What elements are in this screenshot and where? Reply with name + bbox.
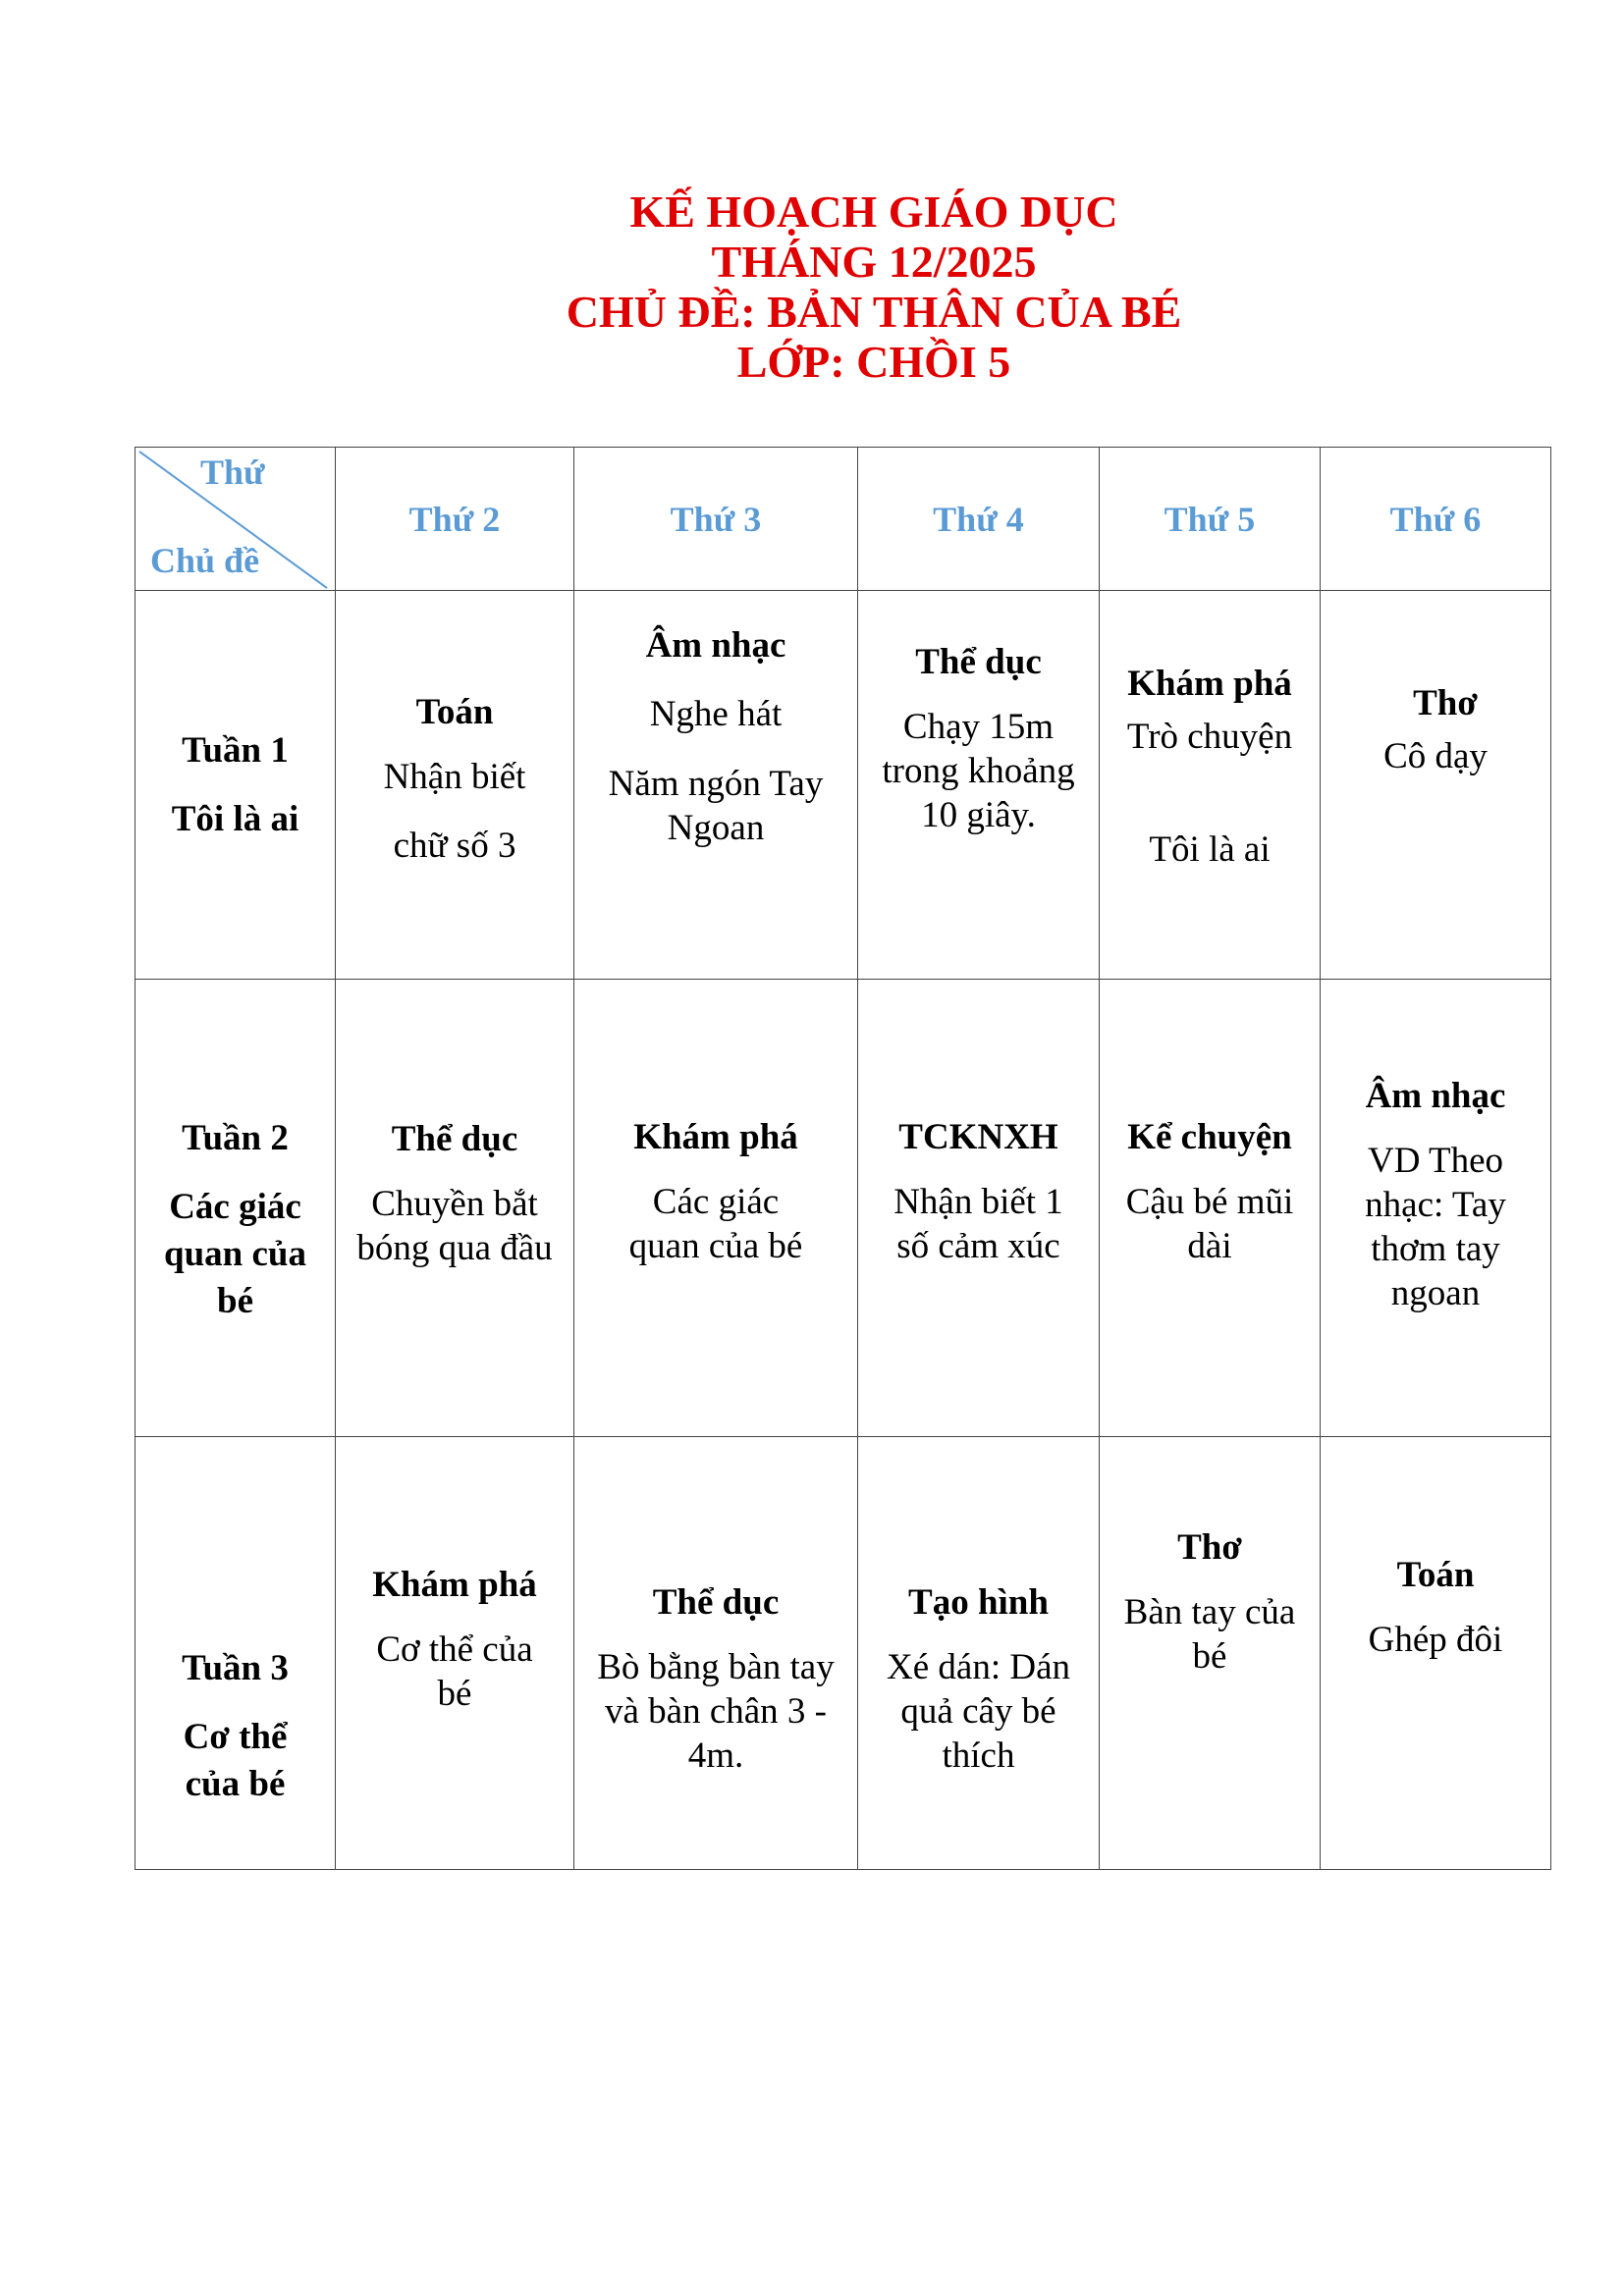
activity-cell [1321,591,1551,980]
activity: VD Theo nhạc: Tay thơm tay ngoan [1365,1141,1506,1313]
activity: Trò chuyện [1126,717,1293,757]
week-label: Tuần 2 [182,1118,289,1158]
activity-cell [1100,1437,1321,1870]
subject: Âm nhạc [645,625,786,666]
activity: Xé dán: Dán quả cây bé thích [887,1647,1070,1776]
activity-cell [858,591,1100,980]
day-label: Thứ 4 [933,499,1024,539]
activity: Cô dạy [1383,736,1488,776]
day-header [858,448,1100,591]
day-label: Thứ 6 [1389,499,1482,539]
subject: Tạo hình [908,1582,1049,1623]
activity: Năm ngón Tay Ngoan [608,764,824,848]
subject: TCKNXH [898,1117,1058,1157]
activity: Chạy 15m trong khoảng 10 giây. [882,707,1075,835]
activity: Bàn tay của bé [1123,1592,1296,1677]
activity: Chuyền bắt bóng qua đầu [356,1184,553,1268]
subject: Toán [1396,1555,1475,1595]
week-row [135,591,1551,980]
activity-cell [1100,591,1321,980]
week-label: Tuần 1 [182,729,289,771]
plan-title: KẾ HOẠCH GIÁO DỤC [629,187,1118,237]
activity: Cậu bé mũi dài [1125,1182,1294,1266]
header-row [135,448,1551,591]
week-cell [135,1437,336,1870]
activity: Nhận biết 1 số cảm xúc [893,1182,1063,1266]
activity: Nghe hát [649,694,783,734]
corner-cell [135,448,336,591]
subject: Khám phá [633,1117,798,1157]
subject: Thể dục [391,1119,518,1159]
week-cell [135,980,336,1437]
week-topic: Cơ thể của bé [183,1717,288,1804]
subject: Thể dục [652,1582,780,1623]
subject: Kể chuyện [1127,1117,1292,1157]
day-label: Thứ 5 [1164,499,1256,539]
plan-month: THÁNG 12/2025 [711,237,1037,287]
corner-topic-label: Chủ đề [150,541,260,580]
activity-cell [336,1437,574,1870]
activity-cell [574,591,858,980]
day-label: Thứ 2 [408,499,501,539]
week-topic: Các giác quan của bé [164,1187,306,1321]
plan-class: LỚP: CHỒI 5 [736,337,1011,387]
subject: Toán [415,691,494,732]
title-block [0,187,1624,387]
subject: Âm nhạc [1365,1076,1506,1116]
activity: Ghép đôi [1368,1620,1503,1660]
day-header [336,448,574,591]
plan-theme: CHỦ ĐỀ: BẢN THÂN CỦA BÉ [566,287,1182,337]
week-topic: Tôi là ai [171,798,299,839]
activity-cell [858,1437,1100,1870]
day-label: Thứ 3 [670,499,762,539]
activity: Tôi là ai [1149,829,1271,870]
subject: Thơ [1177,1527,1242,1568]
week-row [135,980,1551,1437]
activity-cell [336,591,574,980]
subject: Khám phá [372,1565,537,1605]
day-header [1100,448,1321,591]
subject: Thơ [1413,683,1478,723]
activity-cell [858,980,1100,1437]
activity-cell [1321,980,1551,1437]
activity-cell [1321,1437,1551,1870]
week-label: Tuần 3 [182,1648,289,1688]
week-row [135,1437,1551,1870]
subject: Thể dục [915,642,1042,682]
week-cell [135,591,336,980]
subject: Khám phá [1127,664,1292,704]
activity-cell [336,980,574,1437]
activity-cell [574,1437,858,1870]
activity-cell [574,980,858,1437]
schedule-table [135,447,1551,1870]
activity: Bò bằng bàn tay và bàn chân 3 - 4m. [597,1647,835,1776]
day-header [574,448,858,591]
activity: Nhận biết chữ số 3 [383,756,526,866]
day-header [1321,448,1551,591]
activity-cell [1100,980,1321,1437]
corner-day-label: Thứ [200,453,265,492]
activity: Các giác quan của bé [628,1182,803,1266]
activity: Cơ thể của bé [376,1629,533,1714]
